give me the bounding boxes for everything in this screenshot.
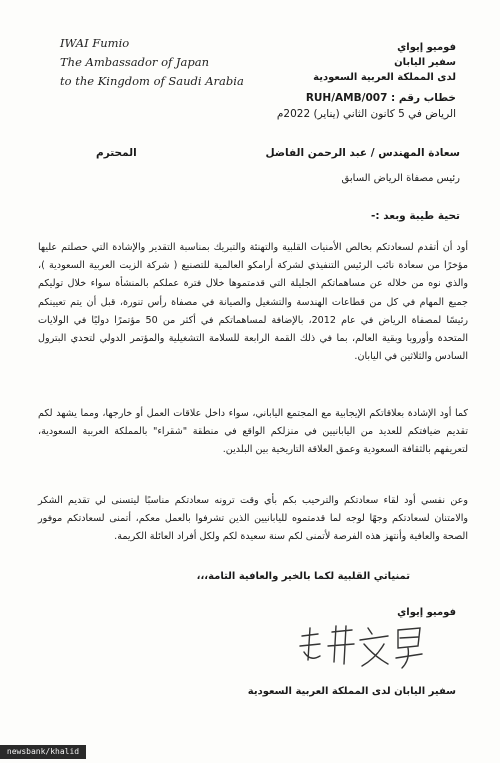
letterhead-name-ar: فوميو إيواي	[397, 42, 456, 53]
letterhead-country-en: to the Kingdom of Saudi Arabia	[60, 74, 244, 88]
reference-number: خطاب رقم : RUH/AMB/007	[305, 92, 456, 104]
greeting: تحية طيبة وبعد :-	[371, 210, 460, 222]
addressee-name: سعادة المهندس / عبد الرحمن الفاضل	[265, 147, 460, 159]
body-paragraph-1: أود أن أتقدم لسعادتكم بخالص الأمنيات القلبية والتهنئة والتبريك بمناسبة التقدير والإشادة التي حصلتم عليها مؤخرًا من سعادة نائب الرئيس التنفيذي لشركة أرامكو العالمية للتصنيع ( شركة الزيت العربية السعودية )، والذي نوه من خلاله عن مساهماتكم الجليلة التي قدمتموها خلال فترة عملكم بالمنشأة سواء خلال توليكم جميع المهام في كل من قطاعات الهندسة والتشغيل والصيانة في مصفاة رأس تنورة، قبل أن يتم تعيينكم رئيسًا لمصفاة الرياض في عام 2012، بالإضافة لمساهماتكم في أكثر من 50 مؤتمرًا دوليًا في الولايات المتحدة وأوروبا وبقية العالم، بما في ذلك القمة الرابعة للسلامة التشغيلية والمؤتمر الدولي لتحدي البترول السادس والثلاثين في اليابان.	[38, 242, 468, 363]
signatory-title: سفير اليابان لدى المملكة العربية السعودية	[247, 686, 456, 697]
letterhead-title-en: The Ambassador of Japan	[60, 55, 209, 69]
english-letterhead	[60, 34, 244, 91]
letter-date: الرياض في 5 كانون الثاني (يناير) 2022م	[276, 108, 456, 120]
body-paragraph-2: كما أود الإشادة بعلاقاتكم الإيجابية مع المجتمع الياباني، سواء داخل علاقات العمل أو خارجها، ومما يشهد لكم تقديم ضيافتكم للعديد من اليابانيين في منزلكم الواقع في منطقة "شقراء" بالمملكة العربية السعودية، لتعريفهم بالثقافة السعودية وعمق العلاقة التاريخية بين البلدين.	[38, 408, 468, 456]
addressee-title: رئيس مصفاة الرياض السابق	[341, 173, 460, 184]
watermark-label: newsbank/khalid	[0, 745, 86, 759]
letterhead-country-ar: لدى المملكة العربية السعودية	[313, 72, 456, 83]
closing-line: تمنياتي القلبية لكما بالخير والعافية التامة،،،	[196, 571, 410, 582]
body-paragraph-3: وعن نفسي أود لقاء سعادتكم والترحيب بكم بأي وقت ترونه سعادتكم مناسبًا ليتسنى لي تقديم الشكر والامتنان لسعادتكم وجهًا لوجه لما قدمتموه لليابانيين الذين تشرفوا بالعمل معكم، أتمنى لسعادتكم موفور الصحة والعافية وأنتهز هذه الفرصة لأتمنى لكم سنة سعيدة لكم ولكل أفراد العائلة الكريمة.	[38, 495, 468, 543]
addressee-honorific: المحترم	[96, 147, 137, 159]
signatory-name: فوميو إيواي	[397, 607, 456, 618]
letterhead-title-ar: سفير اليابان	[394, 57, 456, 68]
arabic-letterhead	[226, 40, 456, 85]
handwritten-signature	[292, 622, 432, 674]
letterhead-name-en: IWAI Fumio	[60, 36, 130, 50]
